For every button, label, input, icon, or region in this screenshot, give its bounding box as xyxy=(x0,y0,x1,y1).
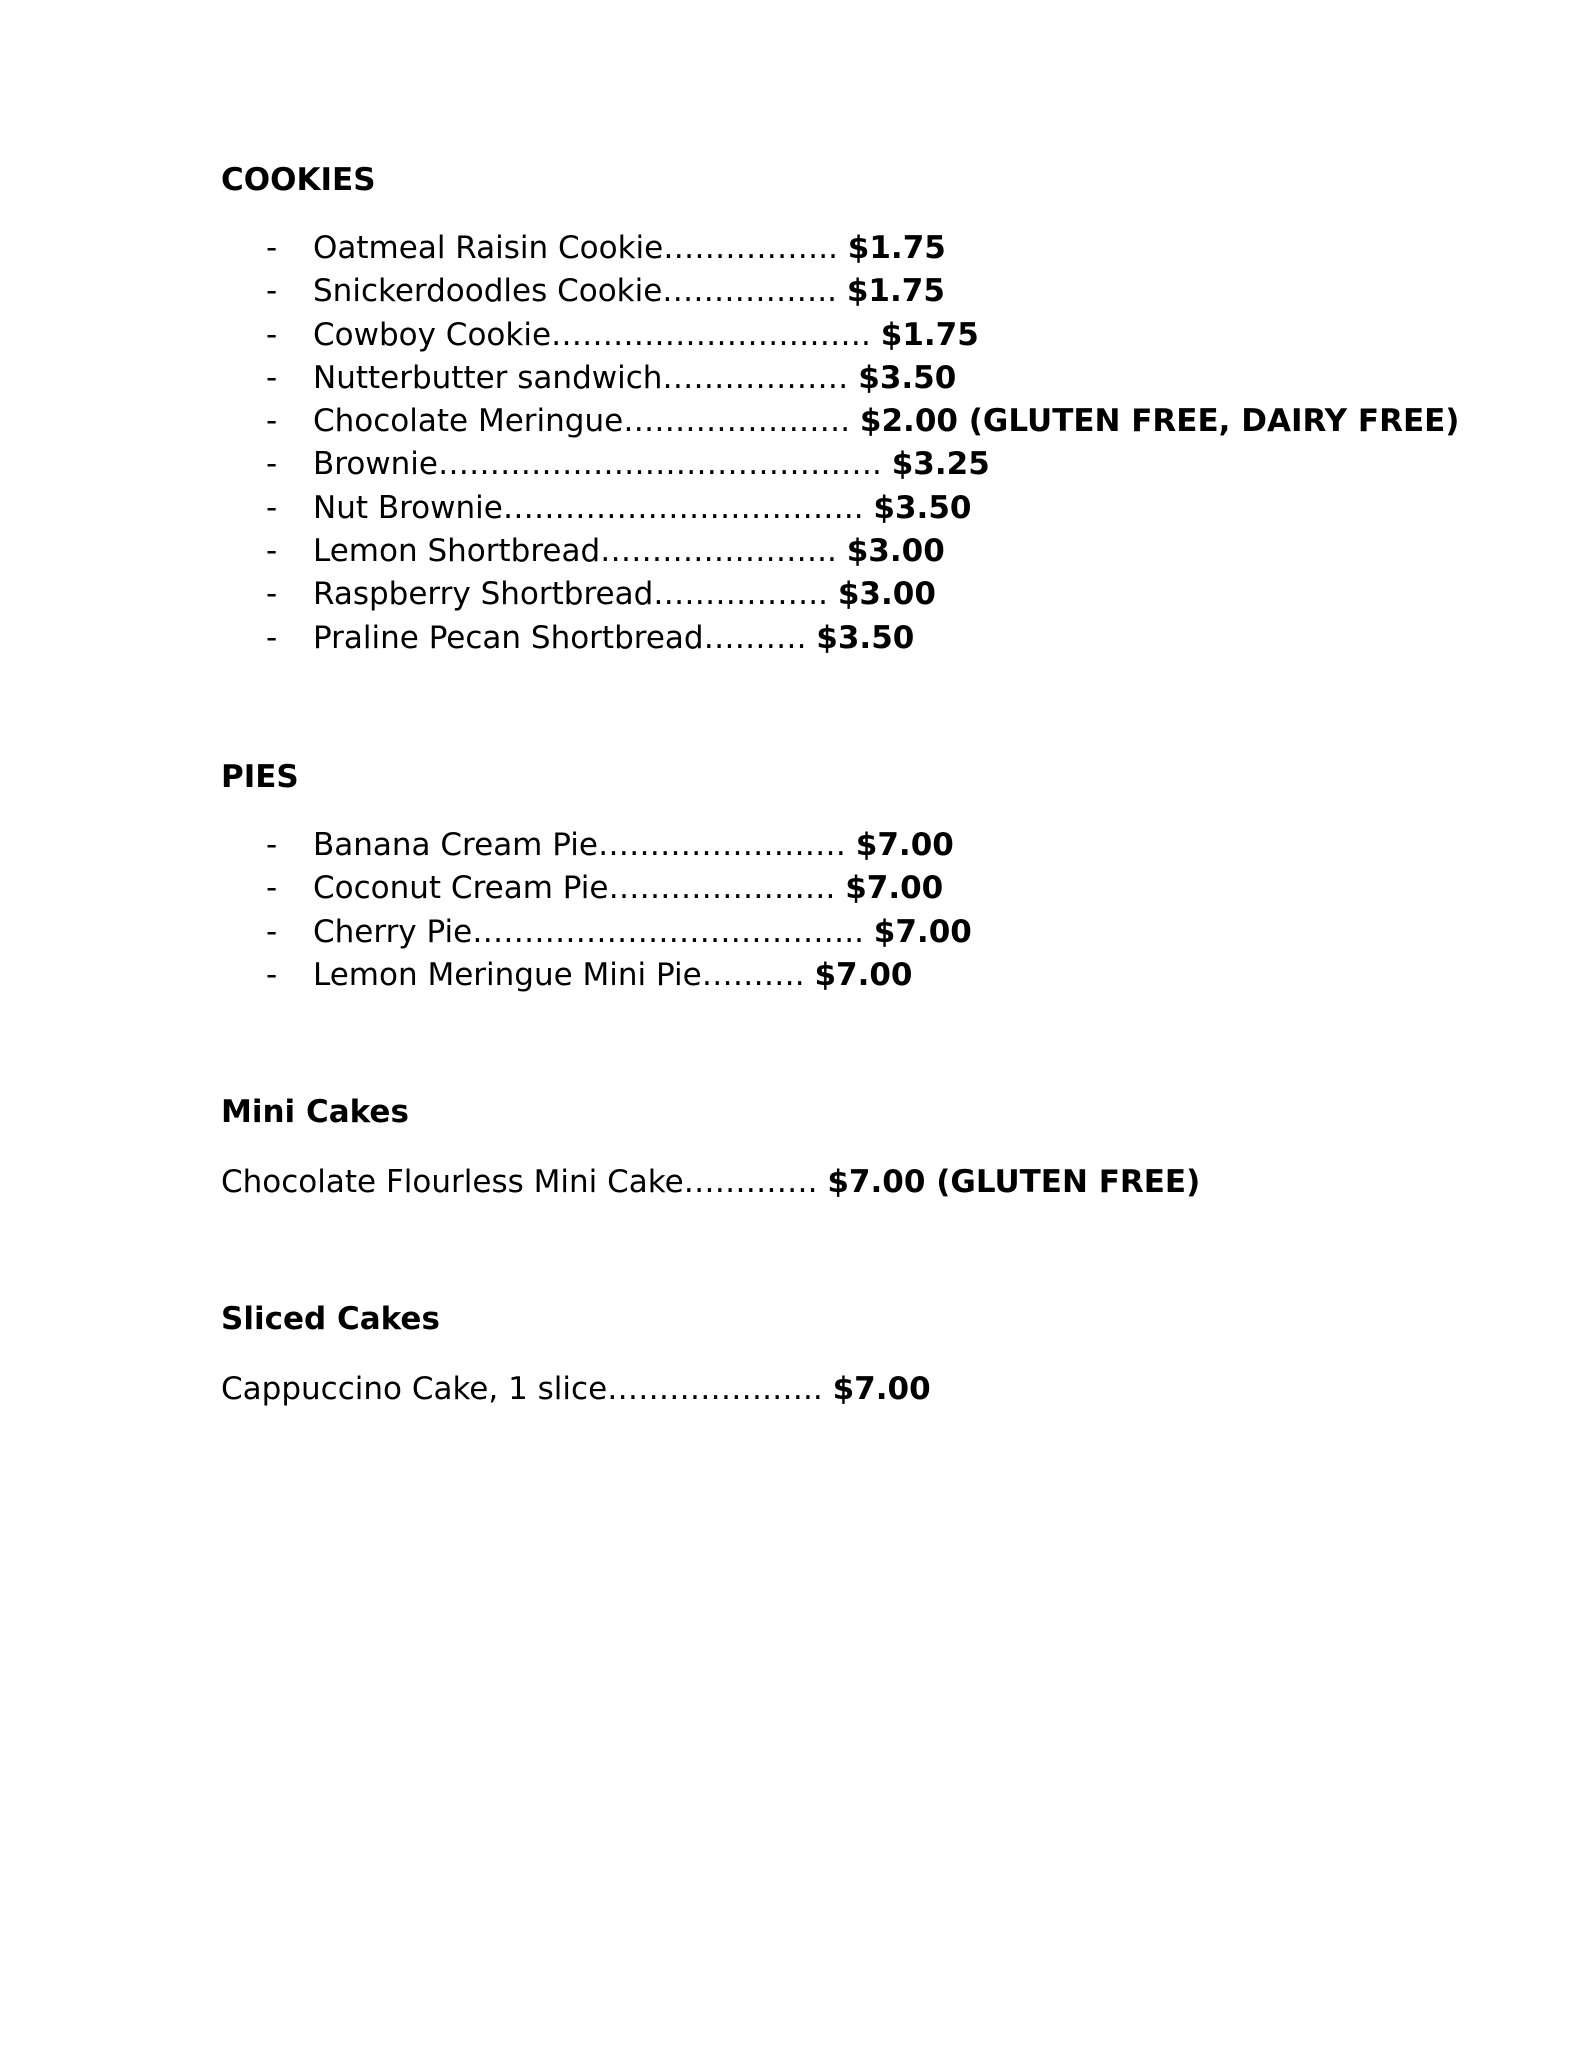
item-name: Nutterbutter sandwich xyxy=(313,359,663,396)
item-name: Chocolate Meringue xyxy=(313,403,624,440)
pies-heading: PIES xyxy=(221,759,299,795)
item-price: $1.75 xyxy=(847,230,946,266)
item-name: Lemon Meringue Mini Pie xyxy=(313,956,702,993)
dot-leader: …………….. xyxy=(653,576,838,613)
item-price: $1.75 xyxy=(846,273,945,310)
list-dash: - xyxy=(266,316,278,353)
item-name: Praline Pecan Shortbread xyxy=(313,619,704,656)
item-name: Brownie xyxy=(313,446,438,483)
item-name: Cowboy Cookie xyxy=(313,316,552,353)
item-price: $7.00 xyxy=(845,870,944,907)
item-price: $7.00 xyxy=(855,827,954,863)
item-name: Snickerdoodles Cookie xyxy=(313,273,663,310)
item-note: (GLUTEN FREE, DAIRY FREE) xyxy=(957,403,1460,440)
dot-leader: ………. xyxy=(701,956,815,993)
list-dash: - xyxy=(266,913,278,950)
item-name: Nut Brownie xyxy=(313,489,503,526)
list-dash: - xyxy=(266,403,278,440)
item-price: $7.00 xyxy=(814,956,913,993)
list-dash: - xyxy=(266,489,278,526)
item-name: Banana Cream Pie xyxy=(313,827,598,863)
dot-leader: …………………… xyxy=(597,827,856,863)
item-name: Cappuccino Cake, 1 slice xyxy=(221,1371,608,1407)
item-price: $3.50 xyxy=(816,619,915,656)
list-dash: - xyxy=(266,619,278,656)
item-name: Raspberry Shortbread xyxy=(313,576,654,613)
dot-leader: ………. xyxy=(703,619,817,656)
dot-leader: …………………. xyxy=(623,403,860,440)
menu-item-cappuccino-cake xyxy=(221,1368,931,1411)
dot-leader: …………………. xyxy=(608,870,846,907)
list-dash: - xyxy=(266,956,278,993)
list-dash: - xyxy=(266,576,278,613)
list-dash: - xyxy=(266,273,278,310)
item-price: $3.50 xyxy=(858,359,957,396)
item-name: Coconut Cream Pie xyxy=(313,870,609,907)
dot-leader: ………………….. xyxy=(600,533,847,570)
item-price: $2.00 xyxy=(859,403,958,440)
item-name: Cherry Pie xyxy=(313,913,473,950)
cookies-heading: COOKIES xyxy=(221,162,376,198)
dot-leader: ……………………………….. xyxy=(472,913,874,950)
dot-leader: …………………………….. xyxy=(502,489,874,526)
mini-cakes-heading: Mini Cakes xyxy=(221,1094,409,1130)
list-dash: - xyxy=(266,359,278,396)
dot-leader: …………….. xyxy=(662,273,847,310)
item-name: Chocolate Flourless Mini Cake xyxy=(221,1164,684,1200)
item-note: (GLUTEN FREE) xyxy=(925,1164,1201,1200)
list-dash: - xyxy=(266,230,278,266)
list-dash: - xyxy=(266,446,278,483)
item-price: $1.75 xyxy=(880,316,979,353)
dot-leader: ……………… xyxy=(662,359,859,396)
dot-leader: …………………………. xyxy=(551,316,881,353)
dot-leader: ……………………………………. xyxy=(437,446,892,483)
item-price: $7.00 xyxy=(832,1371,931,1407)
item-price: $3.50 xyxy=(873,489,972,526)
dot-leader: …………….. xyxy=(663,230,848,266)
dot-leader: …………….….. xyxy=(607,1371,833,1407)
item-name: Lemon Shortbread xyxy=(313,533,601,570)
item-price: $3.25 xyxy=(891,446,990,483)
item-price: $7.00 xyxy=(827,1164,926,1200)
dot-leader: …………. xyxy=(683,1164,828,1200)
item-price: $7.00 xyxy=(873,913,972,950)
list-dash: - xyxy=(266,533,278,570)
item-price: $3.00 xyxy=(846,533,945,570)
sliced-cakes-heading: Sliced Cakes xyxy=(221,1301,440,1337)
menu-item-chocolate-flourless-mini-cake xyxy=(221,1161,1200,1204)
item-name: Oatmeal Raisin Cookie xyxy=(313,230,664,266)
item-price: $3.00 xyxy=(837,576,936,613)
list-dash: - xyxy=(266,870,278,907)
list-dash: - xyxy=(266,827,278,863)
